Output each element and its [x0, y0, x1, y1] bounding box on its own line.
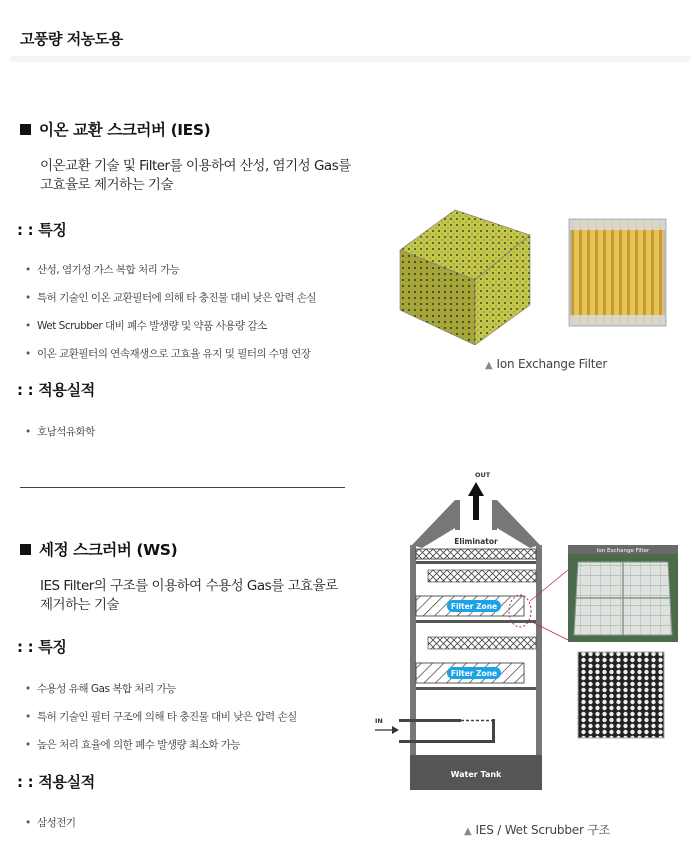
- list-item: • 높은 처리 효율에 의한 폐수 발생량 최소화 가능: [25, 739, 241, 751]
- list-item: • 호남석유화학: [25, 426, 95, 438]
- ws-description: [40, 577, 338, 615]
- ws-features-list: [25, 681, 297, 765]
- triangle-up-icon: ▲: [464, 826, 472, 837]
- eliminator-label: Eliminator: [454, 537, 498, 546]
- scrubber-structure-diagram: [370, 465, 685, 800]
- ies-heading: [20, 118, 210, 140]
- ws-figure-caption: ▲ IES / Wet Scrubber 구조: [464, 823, 611, 837]
- list-item: • 수용성 유해 Gas 복합 처리 가능: [25, 683, 176, 695]
- ws-heading-text: 세정 스크러버 (WS): [39, 541, 178, 559]
- filter-zone-label: Filter Zone: [450, 602, 498, 611]
- in-arrow-icon: [392, 726, 399, 734]
- eliminator-layer: [416, 549, 536, 559]
- list-item: • 특허 기술인 이온 교환필터에 의해 타 충진물 대비 낮은 압력 손실: [25, 292, 317, 304]
- list-item: • 산성, 염기성 가스 복합 처리 가능: [25, 264, 180, 276]
- ws-features-title: : : 특징: [17, 638, 67, 656]
- page-title: 고풍량 저농도용: [20, 30, 123, 48]
- ies-record-title: : : 적용실적: [17, 381, 96, 399]
- filter-zone-label: Filter Zone: [450, 669, 498, 678]
- ies-features-title: : : 특징: [17, 221, 67, 239]
- square-bullet-icon: [20, 544, 31, 555]
- ies-desc-line-1: 이온교환 기술 및 Filter를 이용하여 산성, 염기성 Gas를: [40, 158, 351, 174]
- ies-heading-text: 이온 교환 스크러버 (IES): [39, 121, 211, 139]
- section-divider: [20, 487, 345, 488]
- triangle-up-icon: ▲: [485, 360, 493, 371]
- list-item: • 이온 교환필터의 연속재생으로 고효율 유지 및 필터의 수명 연장: [25, 348, 311, 360]
- ies-features-list: [25, 262, 316, 374]
- list-item: • 특허 기술인 필터 구조에 의해 타 충진물 대비 낮은 압력 손실: [25, 711, 297, 723]
- list-item: • 삼성전기: [25, 817, 76, 829]
- square-bullet-icon: [20, 124, 31, 135]
- ws-heading: [20, 538, 177, 560]
- ies-desc-line-2: 고효율로 제거하는 기술: [40, 177, 173, 193]
- in-label: IN: [375, 717, 383, 725]
- ies-description: [40, 157, 351, 195]
- out-arrow-icon: [468, 482, 484, 520]
- ies-records-list: [25, 424, 95, 452]
- ws-desc-line-1: IES Filter의 구조를 이용하여 수용성 Gas를 고효율로: [40, 578, 338, 594]
- ws-desc-line-2: 제거하는 기술: [40, 597, 120, 613]
- ies-figure-caption: ▲ Ion Exchange Filter: [485, 357, 608, 371]
- inset-label: Ion Exchange Filter: [596, 548, 650, 554]
- ion-exchange-filter-illustration: [395, 205, 685, 345]
- ws-records-list: [25, 815, 76, 843]
- ws-record-title: : : 적용실적: [17, 773, 96, 791]
- list-item: • Wet Scrubber 대비 폐수 발생량 및 약품 사용량 감소: [25, 320, 267, 332]
- water-tank-label: Water Tank: [450, 770, 502, 779]
- out-label: OUT: [475, 471, 491, 479]
- honeycomb-media-photo: [578, 652, 664, 738]
